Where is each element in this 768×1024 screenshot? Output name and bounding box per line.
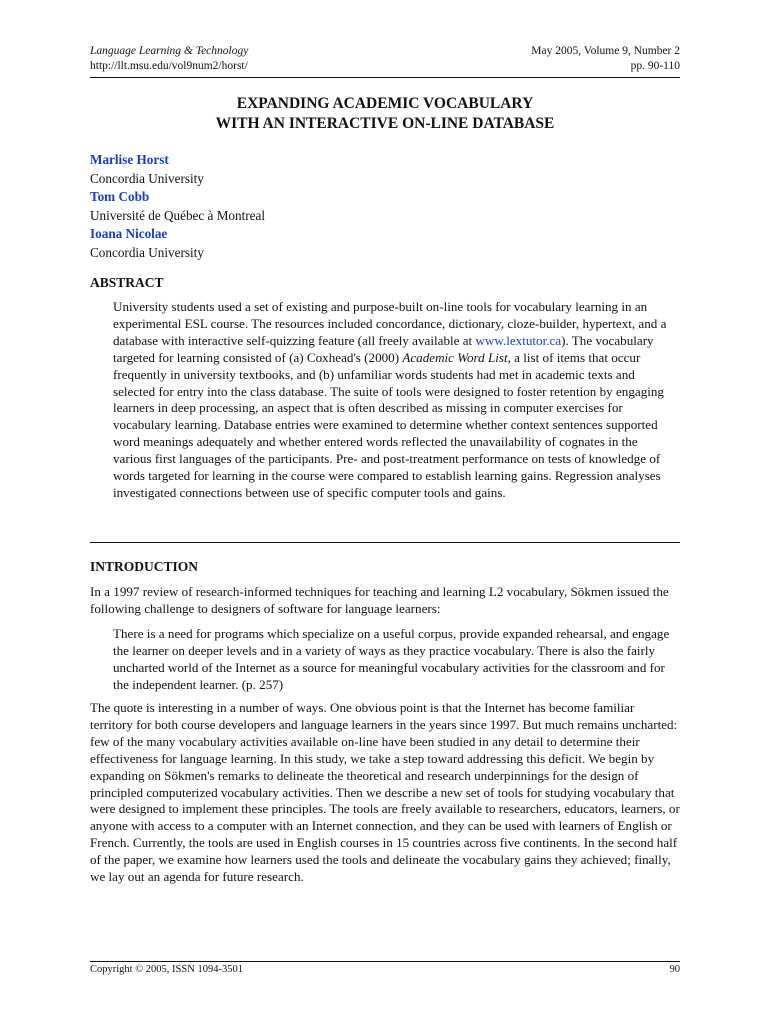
abstract-italic-title: Academic Word List, <box>402 349 511 365</box>
article-url[interactable]: http://llt.msu.edu/vol9num2/horst/ <box>90 60 248 72</box>
author-name[interactable]: Tom Cobb <box>90 189 150 204</box>
intro-paragraph-1: In a 1997 review of research-informed techniques for teaching and learning L2 vocabulary, Sökmen issued the following challenge to designers of software for language learners: <box>90 584 669 616</box>
title-line-2: WITH AN INTERACTIVE ON-LINE DATABASE <box>215 115 555 132</box>
author-affiliation: Université de Québec à Montreal <box>90 207 266 223</box>
lextutor-link[interactable]: www.lextutor.ca <box>475 332 562 348</box>
page-footer <box>90 964 680 975</box>
author-list <box>90 151 680 262</box>
footer-divider <box>90 961 680 962</box>
issue-info: May 2005, Volume 9, Number 2 <box>531 45 680 57</box>
author-name[interactable]: Marlise Horst <box>90 152 169 167</box>
journal-name: Language Learning & Technology <box>90 45 249 57</box>
author-affiliation: Concordia University <box>90 170 204 186</box>
author-affiliation: Concordia University <box>90 244 204 260</box>
paper-title <box>90 94 680 134</box>
abstract-text-part: University students used a set of existing and purpose-built on-line tools for vocabulary learning in an experimental ESL course. The resources included concordance, dictionary, cloze-builder, hypertext, and a database with interactive self-quizzing feature (all freely available at <box>113 299 667 348</box>
header-divider <box>90 77 680 78</box>
abstract-text <box>113 299 678 502</box>
block-quote: There is a need for programs which specialize on a useful corpus, provide expanded rehearsal, and engage the learner on deeper levels and in a variety of ways as they practice vocabulary. There is also the fairly uncharted world of the Internet as a source for meaningful vocabulary activities for the classroom and for the independent learner. (p. 257) <box>113 626 670 692</box>
author-name[interactable]: Ioana Nicolae <box>90 226 168 241</box>
page-header <box>90 44 680 74</box>
page-range: pp. 90-110 <box>630 60 680 72</box>
abstract-text-part: ). The vocabulary targeted for learning consisted of (a) Coxhead's (2000) <box>113 332 654 365</box>
abstract-text-part: a list of items that occur frequently in university textbooks, and (b) unfamiliar words students had met in academic texts and selected for entry into the class database. The suite of tools were designed to foster retention by engaging learners in deep processing, an aspect that is often described as missing in computer exercises for vocabulary learning. Database entries were examined to determine whether context sentences supported word meanings adequately and whether entered words reflected the unavailability of cognates in the various first languages of the participants. Pre- and post-treatment performance on tests of knowledge of words targeted for learning in the course were compared to establish learning gains. Regression analyses investigated connections between use of specific computer tools and gains. <box>113 349 664 500</box>
abstract-heading: ABSTRACT <box>90 275 164 290</box>
section-divider <box>90 542 680 543</box>
introduction-heading: INTRODUCTION <box>90 559 199 574</box>
title-line-1: EXPANDING ACADEMIC VOCABULARY <box>236 95 534 112</box>
intro-paragraph-2: The quote is interesting in a number of ways. One obvious point is that the Internet has become familiar territory for both course developers and language learners in the years since 1997. But much remains uncharted: few of the many vocabulary activities available on-line have been studied in any detail to determine their effectiveness for language learning. In this study, we take a step toward addressing this deficit. We begin by expanding on Sökmen's remarks to delineate the theoretical and research underpinnings for the design of principled computerized vocabulary activities. Then we describe a new set of tools for studying vocabulary that were designed to implement these principles. The tools are freely available to researchers, educators, learners, or anyone with access to a computer with an Internet connection, and they can be used with learners of English or French. Currently, the tools are used in English courses in 15 countries across five continents. In the second half of the paper, we examine how learners used the tools and delineate the vocabulary gains they achieved; finally, we lay out an agenda for future research. <box>90 700 680 885</box>
page-number: 90 <box>669 964 680 975</box>
copyright-notice: Copyright © 2005, ISSN 1094-3501 <box>90 964 243 975</box>
